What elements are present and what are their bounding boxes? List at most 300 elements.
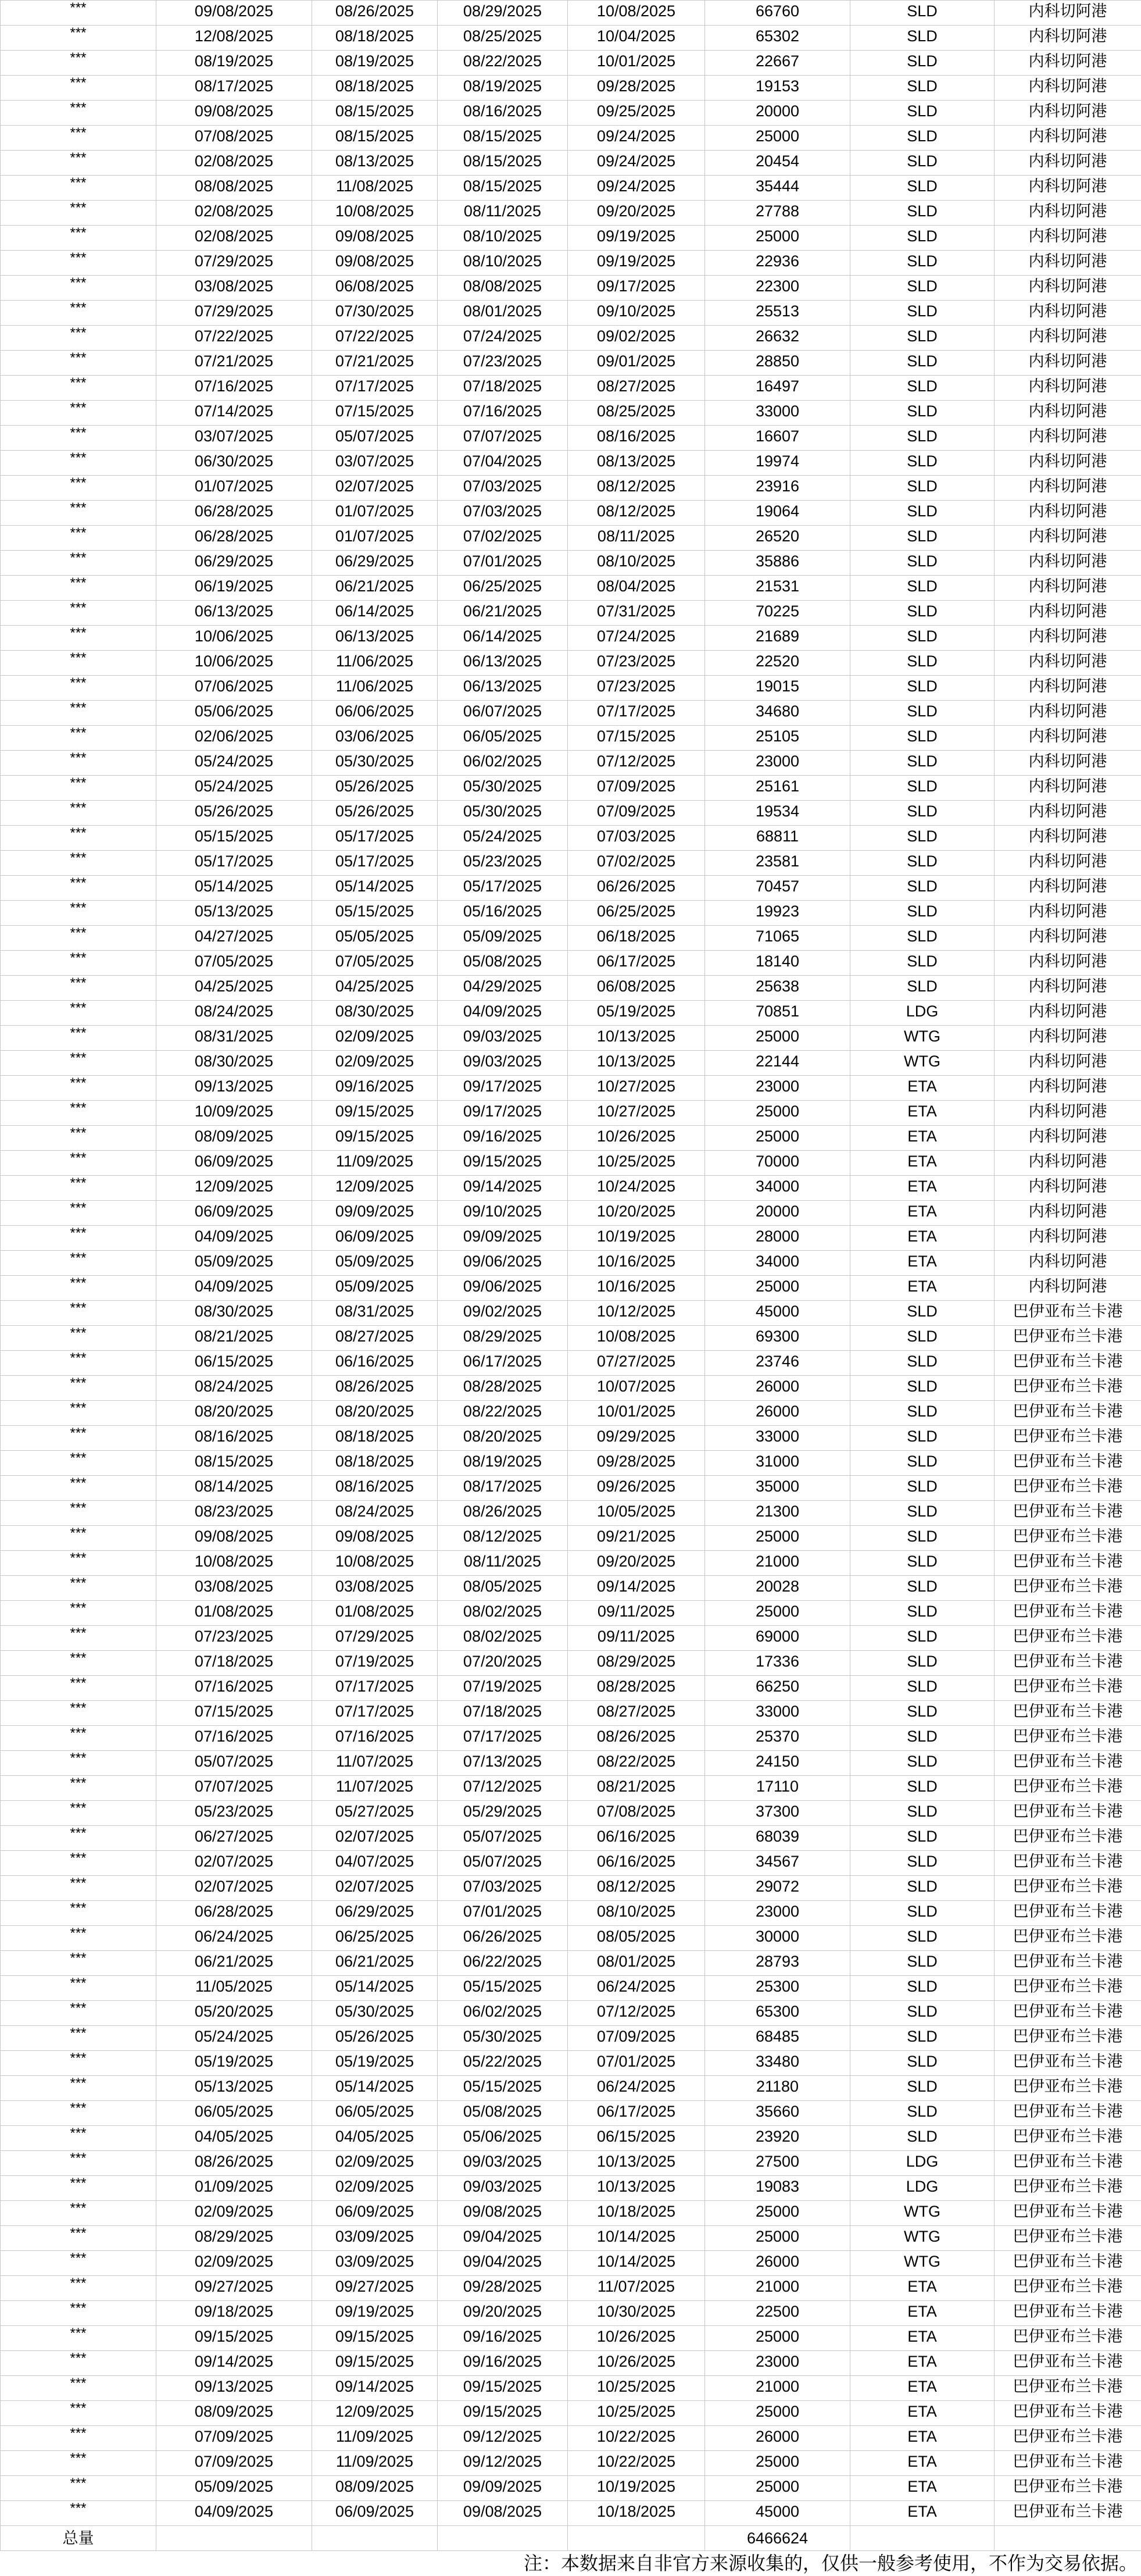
status-cell: SLD	[850, 1676, 995, 1701]
date-cell-2: 07/15/2025	[312, 401, 438, 426]
masked-id-cell: ***	[1, 101, 156, 126]
status-cell: ETA	[850, 2401, 995, 2426]
date-cell-4: 07/24/2025	[568, 626, 705, 651]
masked-id-cell: ***	[1, 2301, 156, 2326]
table-row	[1, 926, 1141, 951]
masked-id-cell: ***	[1, 151, 156, 176]
port-cell: 内科切阿港	[995, 1151, 1141, 1176]
date-cell-1: 06/24/2025	[156, 1926, 312, 1951]
date-cell-3: 09/03/2025	[438, 2151, 568, 2176]
date-cell-1: 05/24/2025	[156, 751, 312, 776]
date-cell-3: 05/09/2025	[438, 926, 568, 951]
date-cell-1: 06/05/2025	[156, 2101, 312, 2126]
table-row	[1, 251, 1141, 276]
date-cell-4: 10/27/2025	[568, 1076, 705, 1101]
date-cell-4: 09/02/2025	[568, 326, 705, 351]
date-cell-1: 10/06/2025	[156, 651, 312, 676]
date-cell-4: 10/25/2025	[568, 1151, 705, 1176]
date-cell-2: 11/07/2025	[312, 1751, 438, 1776]
quantity-cell: 19083	[705, 2176, 850, 2201]
date-cell-2: 10/08/2025	[312, 201, 438, 226]
quantity-cell: 68039	[705, 1826, 850, 1851]
date-cell-4: 08/22/2025	[568, 1751, 705, 1776]
total-value: 6466624	[705, 2526, 850, 2551]
date-cell-4: 09/19/2025	[568, 251, 705, 276]
quantity-cell: 21180	[705, 2076, 850, 2101]
date-cell-4: 07/09/2025	[568, 776, 705, 801]
table-row	[1, 1251, 1141, 1276]
port-cell: 内科切阿港	[995, 876, 1141, 901]
quantity-cell: 25638	[705, 976, 850, 1001]
quantity-cell: 18140	[705, 951, 850, 976]
quantity-cell: 69300	[705, 1326, 850, 1351]
empty-cell	[312, 2526, 438, 2551]
date-cell-3: 05/30/2025	[438, 776, 568, 801]
quantity-cell: 20028	[705, 1576, 850, 1601]
table-row	[1, 2351, 1141, 2376]
status-cell: SLD	[850, 1651, 995, 1676]
table-row	[1, 751, 1141, 776]
port-cell: 巴伊亚布兰卡港	[995, 1601, 1141, 1626]
date-cell-2: 07/17/2025	[312, 376, 438, 401]
date-cell-3: 07/03/2025	[438, 1876, 568, 1901]
date-cell-2: 08/26/2025	[312, 1, 438, 26]
date-cell-4: 06/24/2025	[568, 2076, 705, 2101]
date-cell-3: 05/08/2025	[438, 2101, 568, 2126]
date-cell-3: 09/16/2025	[438, 2351, 568, 2376]
date-cell-3: 08/22/2025	[438, 51, 568, 76]
masked-id-cell: ***	[1, 651, 156, 676]
table-row	[1, 1451, 1141, 1476]
date-cell-2: 07/19/2025	[312, 1651, 438, 1676]
date-cell-1: 07/09/2025	[156, 2451, 312, 2476]
masked-id-cell: ***	[1, 1401, 156, 1426]
date-cell-4: 06/17/2025	[568, 951, 705, 976]
port-cell: 内科切阿港	[995, 926, 1141, 951]
table-row	[1, 2251, 1141, 2276]
quantity-cell: 33480	[705, 2051, 850, 2076]
date-cell-2: 08/16/2025	[312, 1476, 438, 1501]
quantity-cell: 26000	[705, 2426, 850, 2451]
date-cell-1: 08/30/2025	[156, 1301, 312, 1326]
date-cell-1: 07/07/2025	[156, 1776, 312, 1801]
quantity-cell: 25000	[705, 126, 850, 151]
date-cell-1: 07/05/2025	[156, 951, 312, 976]
masked-id-cell: ***	[1, 1376, 156, 1401]
table-row	[1, 1001, 1141, 1026]
port-cell: 内科切阿港	[995, 551, 1141, 576]
table-row	[1, 2501, 1141, 2526]
port-cell: 内科切阿港	[995, 1101, 1141, 1126]
date-cell-1: 08/30/2025	[156, 1051, 312, 1076]
port-cell: 巴伊亚布兰卡港	[995, 1926, 1141, 1951]
date-cell-4: 08/12/2025	[568, 1876, 705, 1901]
port-cell: 内科切阿港	[995, 776, 1141, 801]
table-row	[1, 1676, 1141, 1701]
date-cell-4: 09/21/2025	[568, 1526, 705, 1551]
masked-id-cell: ***	[1, 1626, 156, 1651]
date-cell-1: 08/23/2025	[156, 1501, 312, 1526]
port-cell: 内科切阿港	[995, 101, 1141, 126]
status-cell: ETA	[850, 2426, 995, 2451]
masked-id-cell: ***	[1, 1451, 156, 1476]
status-cell: SLD	[850, 201, 995, 226]
port-cell: 内科切阿港	[995, 1126, 1141, 1151]
date-cell-3: 09/12/2025	[438, 2451, 568, 2476]
table-row	[1, 1751, 1141, 1776]
date-cell-2: 01/07/2025	[312, 526, 438, 551]
date-cell-1: 07/14/2025	[156, 401, 312, 426]
date-cell-2: 03/09/2025	[312, 2226, 438, 2251]
masked-id-cell: ***	[1, 226, 156, 251]
table-row	[1, 676, 1141, 701]
date-cell-4: 08/26/2025	[568, 1726, 705, 1751]
masked-id-cell: ***	[1, 351, 156, 376]
status-cell: SLD	[850, 601, 995, 626]
date-cell-2: 09/15/2025	[312, 2326, 438, 2351]
date-cell-4: 08/13/2025	[568, 451, 705, 476]
status-cell: SLD	[850, 1326, 995, 1351]
date-cell-4: 08/27/2025	[568, 376, 705, 401]
quantity-cell: 23000	[705, 1076, 850, 1101]
masked-id-cell: ***	[1, 701, 156, 726]
date-cell-3: 06/22/2025	[438, 1951, 568, 1976]
date-cell-1: 07/16/2025	[156, 1726, 312, 1751]
date-cell-2: 06/09/2025	[312, 2201, 438, 2226]
quantity-cell: 21000	[705, 1551, 850, 1576]
quantity-cell: 45000	[705, 1301, 850, 1326]
date-cell-2: 11/08/2025	[312, 176, 438, 201]
masked-id-cell: ***	[1, 1426, 156, 1451]
masked-id-cell: ***	[1, 726, 156, 751]
date-cell-3: 08/22/2025	[438, 1401, 568, 1426]
masked-id-cell: ***	[1, 1126, 156, 1151]
date-cell-1: 08/09/2025	[156, 2401, 312, 2426]
quantity-cell: 70851	[705, 1001, 850, 1026]
date-cell-1: 03/08/2025	[156, 276, 312, 301]
date-cell-3: 05/08/2025	[438, 951, 568, 976]
date-cell-1: 09/08/2025	[156, 1526, 312, 1551]
status-cell: SLD	[850, 776, 995, 801]
date-cell-2: 08/18/2025	[312, 1426, 438, 1451]
date-cell-3: 09/04/2025	[438, 2226, 568, 2251]
masked-id-cell: ***	[1, 601, 156, 626]
date-cell-2: 11/09/2025	[312, 2426, 438, 2451]
date-cell-4: 09/01/2025	[568, 351, 705, 376]
date-cell-1: 05/07/2025	[156, 1751, 312, 1776]
table-row	[1, 2401, 1141, 2426]
table-row	[1, 2326, 1141, 2351]
date-cell-2: 12/09/2025	[312, 1176, 438, 1201]
quantity-cell: 26632	[705, 326, 850, 351]
date-cell-3: 09/15/2025	[438, 2376, 568, 2401]
status-cell: SLD	[850, 1851, 995, 1876]
date-cell-3: 08/05/2025	[438, 1576, 568, 1601]
masked-id-cell: ***	[1, 1576, 156, 1601]
date-cell-4: 08/29/2025	[568, 1651, 705, 1676]
masked-id-cell: ***	[1, 626, 156, 651]
quantity-cell: 25000	[705, 1276, 850, 1301]
port-cell: 内科切阿港	[995, 26, 1141, 51]
date-cell-3: 08/25/2025	[438, 26, 568, 51]
date-cell-1: 08/14/2025	[156, 1476, 312, 1501]
quantity-cell: 23916	[705, 476, 850, 501]
date-cell-3: 06/02/2025	[438, 751, 568, 776]
quantity-cell: 34680	[705, 701, 850, 726]
date-cell-2: 01/07/2025	[312, 501, 438, 526]
date-cell-4: 10/13/2025	[568, 1051, 705, 1076]
port-cell: 内科切阿港	[995, 176, 1141, 201]
port-cell: 内科切阿港	[995, 201, 1141, 226]
status-cell: SLD	[850, 1826, 995, 1851]
total-label: 总量	[1, 2526, 156, 2551]
port-cell: 巴伊亚布兰卡港	[995, 2101, 1141, 2126]
date-cell-4: 07/01/2025	[568, 2051, 705, 2076]
date-cell-2: 06/29/2025	[312, 1901, 438, 1926]
date-cell-3: 06/17/2025	[438, 1351, 568, 1376]
masked-id-cell: ***	[1, 1026, 156, 1051]
date-cell-2: 08/30/2025	[312, 1001, 438, 1026]
date-cell-3: 07/19/2025	[438, 1676, 568, 1701]
masked-id-cell: ***	[1, 526, 156, 551]
date-cell-4: 10/14/2025	[568, 2251, 705, 2276]
table-row	[1, 1276, 1141, 1301]
date-cell-1: 02/07/2025	[156, 1851, 312, 1876]
date-cell-1: 08/24/2025	[156, 1376, 312, 1401]
date-cell-2: 05/17/2025	[312, 851, 438, 876]
date-cell-3: 08/28/2025	[438, 1376, 568, 1401]
date-cell-4: 10/19/2025	[568, 1226, 705, 1251]
date-cell-2: 12/09/2025	[312, 2401, 438, 2426]
date-cell-3: 08/19/2025	[438, 1451, 568, 1476]
port-cell: 内科切阿港	[995, 851, 1141, 876]
status-cell: SLD	[850, 901, 995, 926]
port-cell: 巴伊亚布兰卡港	[995, 1801, 1141, 1826]
port-cell: 内科切阿港	[995, 1051, 1141, 1076]
masked-id-cell: ***	[1, 2326, 156, 2351]
masked-id-cell: ***	[1, 1, 156, 26]
status-cell: SLD	[850, 1501, 995, 1526]
masked-id-cell: ***	[1, 326, 156, 351]
date-cell-4: 10/01/2025	[568, 1401, 705, 1426]
status-cell: LDG	[850, 2151, 995, 2176]
masked-id-cell: ***	[1, 2376, 156, 2401]
status-cell: ETA	[850, 1201, 995, 1226]
table-row	[1, 2226, 1141, 2251]
quantity-cell: 22936	[705, 251, 850, 276]
table-row	[1, 1101, 1141, 1126]
table-row	[1, 1226, 1141, 1251]
date-cell-2: 08/26/2025	[312, 1376, 438, 1401]
quantity-cell: 17110	[705, 1776, 850, 1801]
masked-id-cell: ***	[1, 2476, 156, 2501]
table-row	[1, 1401, 1141, 1426]
port-cell: 巴伊亚布兰卡港	[995, 2351, 1141, 2376]
port-cell: 内科切阿港	[995, 701, 1141, 726]
date-cell-2: 07/16/2025	[312, 1726, 438, 1751]
date-cell-2: 07/22/2025	[312, 326, 438, 351]
masked-id-cell: ***	[1, 1876, 156, 1901]
port-cell: 内科切阿港	[995, 276, 1141, 301]
port-cell: 内科切阿港	[995, 951, 1141, 976]
date-cell-3: 06/14/2025	[438, 626, 568, 651]
date-cell-1: 04/27/2025	[156, 926, 312, 951]
port-cell: 巴伊亚布兰卡港	[995, 2326, 1141, 2351]
date-cell-1: 03/07/2025	[156, 426, 312, 451]
table-row	[1, 701, 1141, 726]
date-cell-1: 06/19/2025	[156, 576, 312, 601]
date-cell-1: 09/08/2025	[156, 1, 312, 26]
quantity-cell: 17336	[705, 1651, 850, 1676]
date-cell-2: 08/31/2025	[312, 1301, 438, 1326]
date-cell-2: 08/09/2025	[312, 2476, 438, 2501]
status-cell: WTG	[850, 2226, 995, 2251]
table-row	[1, 1801, 1141, 1826]
quantity-cell: 20000	[705, 1201, 850, 1226]
port-cell: 内科切阿港	[995, 1201, 1141, 1226]
date-cell-2: 07/29/2025	[312, 1626, 438, 1651]
date-cell-4: 10/26/2025	[568, 2326, 705, 2351]
date-cell-1: 04/09/2025	[156, 1276, 312, 1301]
quantity-cell: 19923	[705, 901, 850, 926]
date-cell-1: 02/08/2025	[156, 151, 312, 176]
quantity-cell: 22520	[705, 651, 850, 676]
quantity-cell: 29072	[705, 1876, 850, 1901]
quantity-cell: 30000	[705, 1926, 850, 1951]
status-cell: SLD	[850, 951, 995, 976]
status-cell: SLD	[850, 926, 995, 951]
quantity-cell: 22500	[705, 2301, 850, 2326]
masked-id-cell: ***	[1, 976, 156, 1001]
date-cell-3: 06/13/2025	[438, 676, 568, 701]
table-row	[1, 1076, 1141, 1101]
quantity-cell: 34000	[705, 1251, 850, 1276]
masked-id-cell: ***	[1, 1076, 156, 1101]
masked-id-cell: ***	[1, 2276, 156, 2301]
table-row	[1, 1951, 1141, 1976]
masked-id-cell: ***	[1, 2351, 156, 2376]
port-cell: 巴伊亚布兰卡港	[995, 2276, 1141, 2301]
table-row	[1, 51, 1141, 76]
date-cell-3: 08/20/2025	[438, 1426, 568, 1451]
date-cell-1: 06/21/2025	[156, 1951, 312, 1976]
port-cell: 巴伊亚布兰卡港	[995, 1776, 1141, 1801]
date-cell-4: 10/22/2025	[568, 2426, 705, 2451]
date-cell-1: 11/05/2025	[156, 1976, 312, 2001]
date-cell-4: 10/25/2025	[568, 2376, 705, 2401]
date-cell-3: 05/07/2025	[438, 1826, 568, 1851]
date-cell-1: 08/17/2025	[156, 76, 312, 101]
status-cell: SLD	[850, 2101, 995, 2126]
date-cell-4: 10/13/2025	[568, 1026, 705, 1051]
date-cell-3: 07/17/2025	[438, 1726, 568, 1751]
masked-id-cell: ***	[1, 501, 156, 526]
status-cell: SLD	[850, 2026, 995, 2051]
date-cell-4: 08/05/2025	[568, 1926, 705, 1951]
status-cell: WTG	[850, 2201, 995, 2226]
date-cell-1: 06/27/2025	[156, 1826, 312, 1851]
date-cell-3: 09/20/2025	[438, 2301, 568, 2326]
date-cell-2: 09/19/2025	[312, 2301, 438, 2326]
quantity-cell: 66250	[705, 1676, 850, 1701]
date-cell-1: 10/08/2025	[156, 1551, 312, 1576]
quantity-cell: 27500	[705, 2151, 850, 2176]
masked-id-cell: ***	[1, 426, 156, 451]
quantity-cell: 33000	[705, 1701, 850, 1726]
date-cell-3: 05/07/2025	[438, 1851, 568, 1876]
date-cell-4: 10/04/2025	[568, 26, 705, 51]
date-cell-3: 07/12/2025	[438, 1776, 568, 1801]
quantity-cell: 24150	[705, 1751, 850, 1776]
table-row	[1, 126, 1141, 151]
date-cell-2: 05/26/2025	[312, 801, 438, 826]
date-cell-3: 06/05/2025	[438, 726, 568, 751]
table-row	[1, 2451, 1141, 2476]
date-cell-1: 07/16/2025	[156, 1676, 312, 1701]
date-cell-4: 08/28/2025	[568, 1676, 705, 1701]
date-cell-4: 10/08/2025	[568, 1326, 705, 1351]
status-cell: SLD	[850, 501, 995, 526]
date-cell-1: 08/16/2025	[156, 1426, 312, 1451]
date-cell-3: 07/23/2025	[438, 351, 568, 376]
port-cell: 内科切阿港	[995, 501, 1141, 526]
date-cell-2: 09/16/2025	[312, 1076, 438, 1101]
quantity-cell: 23000	[705, 751, 850, 776]
date-cell-4: 08/12/2025	[568, 501, 705, 526]
table-row	[1, 2126, 1141, 2151]
quantity-cell: 16607	[705, 426, 850, 451]
port-cell: 内科切阿港	[995, 1226, 1141, 1251]
date-cell-2: 07/05/2025	[312, 951, 438, 976]
date-cell-2: 08/15/2025	[312, 126, 438, 151]
date-cell-4: 09/24/2025	[568, 151, 705, 176]
masked-id-cell: ***	[1, 1976, 156, 2001]
date-cell-1: 09/14/2025	[156, 2351, 312, 2376]
date-cell-4: 10/26/2025	[568, 2351, 705, 2376]
date-cell-2: 02/07/2025	[312, 1826, 438, 1851]
quantity-cell: 25000	[705, 2451, 850, 2476]
quantity-cell: 26000	[705, 1376, 850, 1401]
table-row	[1, 1551, 1141, 1576]
quantity-cell: 22300	[705, 276, 850, 301]
quantity-cell: 28793	[705, 1951, 850, 1976]
table-row	[1, 176, 1141, 201]
quantity-cell: 70000	[705, 1151, 850, 1176]
masked-id-cell: ***	[1, 1776, 156, 1801]
date-cell-1: 10/06/2025	[156, 626, 312, 651]
date-cell-1: 09/13/2025	[156, 1076, 312, 1101]
port-cell: 内科切阿港	[995, 751, 1141, 776]
date-cell-1: 09/18/2025	[156, 2301, 312, 2326]
date-cell-3: 05/23/2025	[438, 851, 568, 876]
status-cell: SLD	[850, 976, 995, 1001]
masked-id-cell: ***	[1, 401, 156, 426]
date-cell-4: 09/14/2025	[568, 1576, 705, 1601]
date-cell-4: 08/25/2025	[568, 401, 705, 426]
status-cell: SLD	[850, 451, 995, 476]
date-cell-4: 08/27/2025	[568, 1701, 705, 1726]
date-cell-3: 08/08/2025	[438, 276, 568, 301]
table-row	[1, 426, 1141, 451]
date-cell-2: 06/25/2025	[312, 1926, 438, 1951]
date-cell-4: 07/03/2025	[568, 826, 705, 851]
status-cell: SLD	[850, 551, 995, 576]
date-cell-3: 05/16/2025	[438, 901, 568, 926]
status-cell: ETA	[850, 1126, 995, 1151]
date-cell-1: 08/08/2025	[156, 176, 312, 201]
table-row	[1, 401, 1141, 426]
date-cell-4: 06/17/2025	[568, 2101, 705, 2126]
